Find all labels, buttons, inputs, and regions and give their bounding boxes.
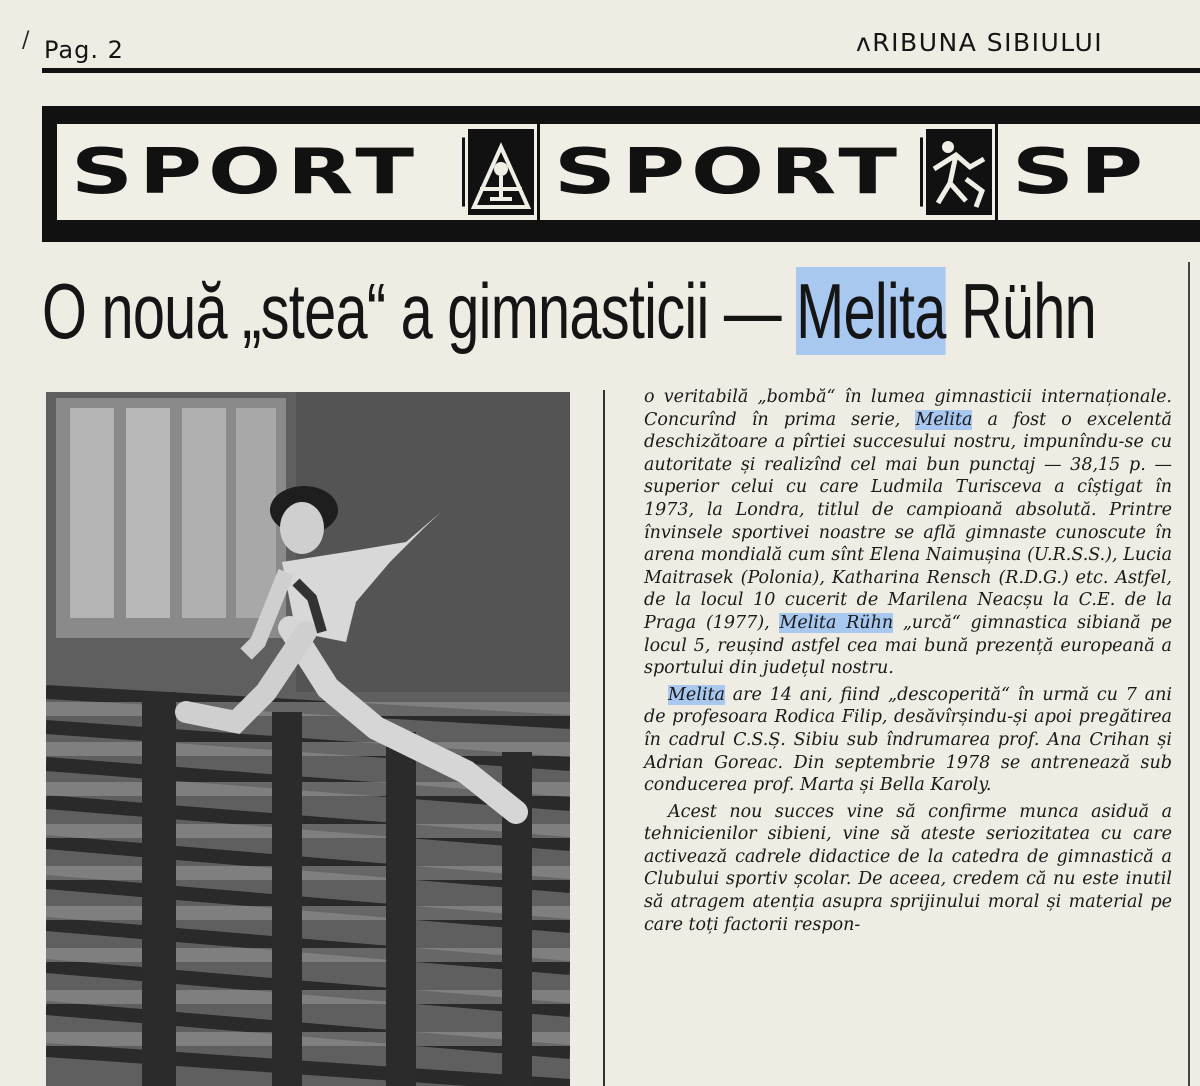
article-text: o veritabilă „bombă“ în lumea gimnasticii internaționale. Concurînd în prima serie, — [644, 387, 1172, 430]
article-text: are 14 ani, fiind „descoperită“ în urmă cu 7 ani de profesoara Rodica Filip, desăvîrșindu-și apoi pregătirea în cadrul C.S.Ș. Sibiu sub îndrumarea prof. Ana Crihan și Adrian Goreac. Din septembrie 1978 se antrenează sub conducerea prof. Marta și Bella Karoly. — [644, 684, 1172, 796]
headline-text: O nouă „stea“ a gimnasticii — — [42, 267, 797, 355]
article-paragraph-3 — [644, 801, 1172, 937]
page-number: Pag. 2 — [44, 36, 124, 64]
margin-mark: / — [22, 28, 30, 53]
article-paragraph-2 — [644, 684, 1172, 797]
right-column-rule — [1188, 262, 1190, 1086]
wrestlers-icon — [923, 124, 998, 220]
gymnast-photo — [46, 392, 570, 1086]
highlighted-name: Melita Rühn — [779, 612, 894, 633]
article-text: Acest nou succes vine să confirme munca asiduă a tehnicienilor sibieni, vine să ateste seriozitatea cu care activează cadrele didactice de la catedra de gimnastică a Clubului sportiv școlar. De aceea, credem că nu este inutil să atragem atenția asupra sprijinului moral și material pe care toți factorii respon- — [644, 801, 1172, 935]
header-rule — [42, 68, 1200, 73]
article-paragraph-1 — [644, 386, 1172, 680]
article-text: „urcă“ gimnastica sibiană pe locul 5, reușind astfel cea mai bună prezență europeană a sportului din județul nostru. — [644, 612, 1172, 679]
headline-highlight: Melita — [796, 267, 946, 355]
sport-banner-inner — [54, 121, 1200, 223]
sport-word-1: SPORT — [57, 137, 465, 206]
article-body — [644, 386, 1172, 940]
sport-banner — [42, 106, 1200, 242]
gymnast-icon — [465, 124, 540, 220]
sport-word-2: SPORT — [540, 137, 923, 206]
newspaper-name: ᴧRIBUNA SIBIULUI — [856, 28, 1104, 57]
highlighted-name: Melita — [915, 409, 973, 430]
headline-surname: Rühn — [945, 267, 1096, 355]
sport-word-3: SP — [1012, 136, 1149, 208]
headline — [42, 268, 1177, 358]
highlighted-name: Melita — [668, 684, 725, 705]
column-rule — [603, 390, 605, 1086]
article-text: a fost o excelentă deschizătoare a pîrtiei succesului nostru, impunîndu-se cu autoritate și realizînd cel mai bun punctaj — 38,15 p. — superior celui cu care Ludmila Turisceva a cîștigat în 1973, la Londra, titlul de campioană absolută. Printre învinsele sportivei noastre se află gimnaste cunoscute în arena mondială cum sînt Elena Naimușina (U.R.S.S.), Lucia Maitrasek (Polonia), Katharina Rensch (R.D.G.) etc. Astfel, de la locul 10 cucerit de Marilena Neacșu la C.E. de la Praga (1977), — [644, 409, 1172, 633]
